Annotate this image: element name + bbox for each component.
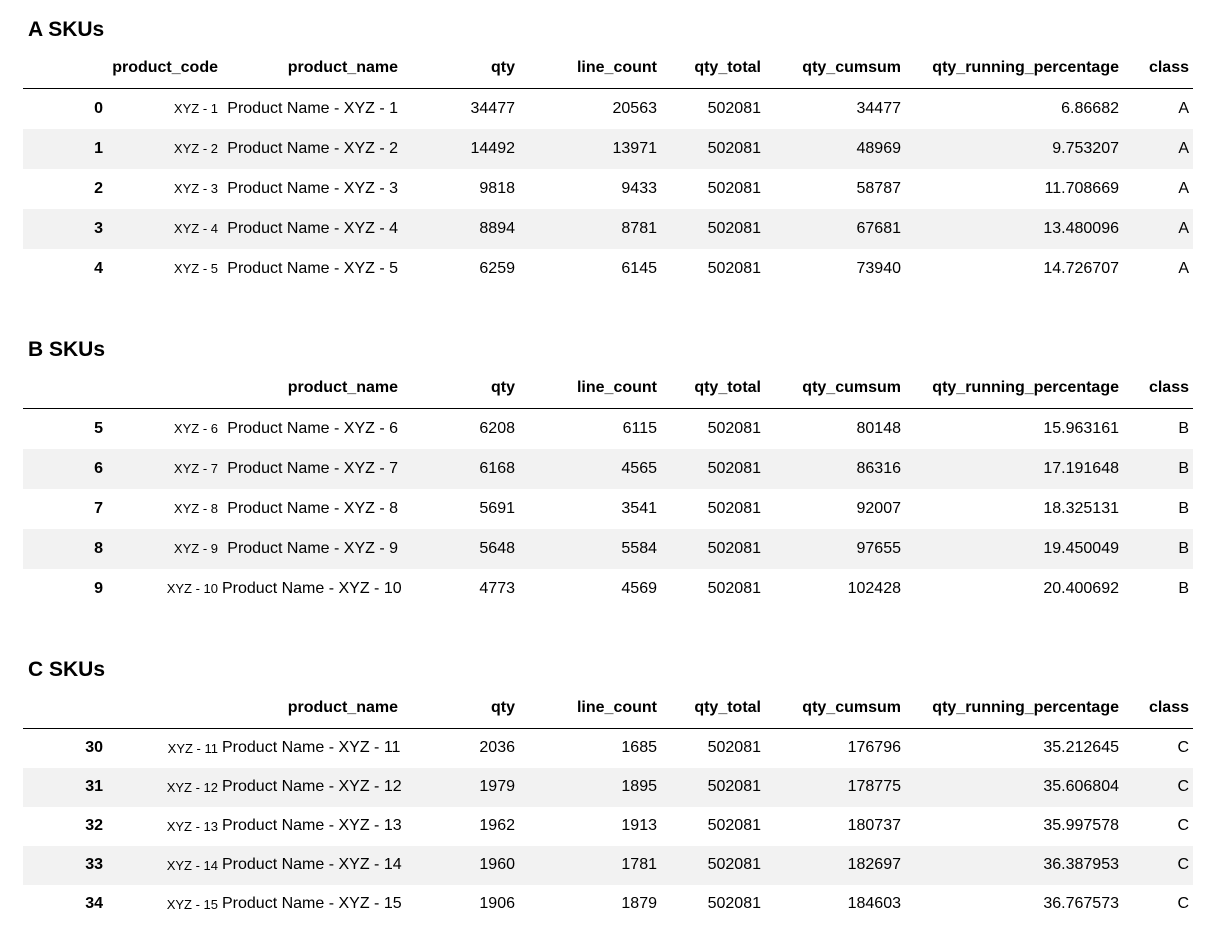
column-header-qty-running-percentage: qty_running_percentage bbox=[905, 688, 1123, 729]
cell-qty: 1906 bbox=[479, 895, 515, 912]
cell-qty-total: 502081 bbox=[707, 179, 761, 197]
column-header-class: class bbox=[1123, 688, 1193, 729]
cell-qty-running-percentage: 36.387953 bbox=[1043, 856, 1119, 873]
cell-qty-cumsum: 48969 bbox=[856, 139, 901, 157]
cell-line-count: 4569 bbox=[621, 579, 657, 597]
cell-qty: 1962 bbox=[479, 817, 515, 834]
column-header-class: class bbox=[1123, 48, 1193, 89]
cell-qty-running-percentage: 9.753207 bbox=[1052, 139, 1119, 157]
cell-qty-running-percentage: 6.86682 bbox=[1061, 99, 1119, 117]
column-header-line-count: line_count bbox=[519, 368, 661, 409]
table-row bbox=[23, 846, 1193, 885]
cell-line-count: 6115 bbox=[622, 419, 657, 437]
cell-product-code: XYZ - 7 bbox=[173, 461, 218, 476]
cell-qty-cumsum: 97655 bbox=[856, 539, 901, 557]
cell-class: A bbox=[1178, 219, 1189, 237]
cell-product-name: Product Name - XYZ - 2 bbox=[227, 139, 398, 157]
cell-line-count: 20563 bbox=[612, 99, 657, 117]
column-header-qty-running-percentage: qty_running_percentage bbox=[905, 48, 1123, 89]
cell-qty-cumsum: 102428 bbox=[847, 579, 901, 597]
table-row bbox=[23, 729, 1193, 768]
index-header bbox=[23, 48, 107, 89]
section-title: B SKUs bbox=[28, 338, 106, 361]
column-header-product-code bbox=[107, 368, 222, 409]
cell-class: A bbox=[1178, 179, 1189, 197]
row-index: 7 bbox=[94, 499, 103, 517]
column-header-qty: qty bbox=[402, 368, 519, 409]
row-index: 3 bbox=[94, 219, 103, 237]
header-row bbox=[23, 48, 1193, 89]
cell-product-name: Product Name - XYZ - 11 bbox=[222, 739, 401, 757]
cell-qty-cumsum: 34477 bbox=[856, 99, 901, 117]
cell-line-count: 5584 bbox=[621, 539, 657, 557]
cell-product-code: XYZ - 13 bbox=[166, 818, 218, 834]
cell-qty: 2036 bbox=[479, 739, 515, 757]
cell-qty-total: 502081 bbox=[707, 459, 761, 477]
cell-qty-cumsum: 180737 bbox=[847, 817, 901, 834]
cell-qty-cumsum: 80148 bbox=[856, 419, 901, 437]
cell-class: C bbox=[1177, 895, 1189, 912]
cell-product-code: XYZ - 8 bbox=[173, 501, 218, 516]
table-row bbox=[23, 449, 1193, 489]
table-row bbox=[23, 249, 1193, 289]
cell-product-name: Product Name - XYZ - 10 bbox=[222, 579, 402, 597]
cell-class: B bbox=[1178, 459, 1189, 477]
cell-product-name: Product Name - XYZ - 7 bbox=[227, 459, 398, 477]
cell-qty-total: 502081 bbox=[707, 99, 761, 117]
cell-qty-cumsum: 73940 bbox=[856, 259, 901, 277]
cell-qty-total: 502081 bbox=[707, 739, 761, 757]
cell-qty-running-percentage: 35.212645 bbox=[1043, 739, 1119, 757]
cell-product-name: Product Name - XYZ - 15 bbox=[222, 895, 402, 912]
column-header-line-count: line_count bbox=[519, 688, 661, 729]
cell-qty-running-percentage: 20.400692 bbox=[1043, 579, 1119, 597]
row-index: 5 bbox=[94, 419, 103, 437]
column-header-line-count: line_count bbox=[519, 48, 661, 89]
cell-class: C bbox=[1177, 856, 1189, 873]
column-header-product-name: product_name bbox=[222, 688, 402, 729]
cell-qty-total: 502081 bbox=[707, 579, 761, 597]
cell-line-count: 9433 bbox=[621, 179, 657, 197]
cell-product-name: Product Name - XYZ - 13 bbox=[222, 817, 402, 834]
section-title: C SKUs bbox=[28, 658, 106, 681]
cell-qty: 8894 bbox=[479, 219, 515, 237]
cell-line-count: 8781 bbox=[621, 219, 657, 237]
cell-line-count: 1685 bbox=[621, 739, 657, 757]
row-index: 2 bbox=[94, 179, 103, 197]
header-row bbox=[23, 688, 1193, 729]
dataframe-table bbox=[23, 368, 1193, 609]
column-header-qty-total: qty_total bbox=[661, 368, 765, 409]
cell-qty-running-percentage: 35.997578 bbox=[1043, 817, 1119, 834]
cell-class: A bbox=[1178, 99, 1189, 117]
row-index: 30 bbox=[85, 739, 103, 757]
cell-qty-running-percentage: 11.708669 bbox=[1044, 179, 1119, 197]
row-index: 33 bbox=[85, 856, 103, 873]
cell-qty: 1960 bbox=[479, 856, 515, 873]
column-header-qty-cumsum: qty_cumsum bbox=[765, 48, 905, 89]
cell-qty: 9818 bbox=[479, 179, 515, 197]
column-header-qty-total: qty_total bbox=[661, 688, 765, 729]
dataframe-table bbox=[23, 48, 1193, 289]
cell-class: B bbox=[1178, 499, 1189, 517]
cell-class: C bbox=[1177, 739, 1189, 757]
cell-product-code: XYZ - 14 bbox=[166, 857, 218, 873]
cell-class: C bbox=[1177, 778, 1189, 795]
cell-class: B bbox=[1178, 539, 1189, 557]
cell-product-name: Product Name - XYZ - 14 bbox=[222, 856, 402, 873]
cell-qty: 14492 bbox=[470, 139, 515, 157]
column-header-qty: qty bbox=[402, 688, 519, 729]
cell-line-count: 1913 bbox=[621, 817, 657, 834]
table-row bbox=[23, 807, 1193, 846]
row-index: 31 bbox=[85, 778, 103, 795]
dataframe-table bbox=[23, 688, 1193, 924]
row-index: 4 bbox=[94, 259, 103, 277]
table-row bbox=[23, 129, 1193, 169]
cell-product-name: Product Name - XYZ - 6 bbox=[227, 419, 398, 437]
cell-product-name: Product Name - XYZ - 12 bbox=[222, 778, 402, 795]
cell-qty-total: 502081 bbox=[707, 856, 761, 873]
cell-product-code: XYZ - 11 bbox=[167, 740, 218, 756]
header-row bbox=[23, 368, 1193, 409]
row-index: 32 bbox=[85, 817, 103, 834]
column-header-qty-cumsum: qty_cumsum bbox=[765, 688, 905, 729]
column-header-class: class bbox=[1123, 368, 1193, 409]
cell-qty-cumsum: 86316 bbox=[856, 459, 901, 477]
cell-qty: 6259 bbox=[479, 259, 515, 277]
cell-line-count: 1781 bbox=[621, 856, 657, 873]
column-header-product-code: product_code bbox=[107, 48, 222, 89]
cell-product-code: XYZ - 9 bbox=[173, 541, 218, 556]
cell-class: B bbox=[1178, 419, 1189, 437]
cell-qty-total: 502081 bbox=[707, 219, 761, 237]
row-index: 6 bbox=[94, 459, 103, 477]
column-header-product-code bbox=[107, 688, 222, 729]
index-header bbox=[23, 688, 107, 729]
cell-qty: 6168 bbox=[479, 459, 515, 477]
cell-product-name: Product Name - XYZ - 5 bbox=[227, 259, 398, 277]
cell-qty: 4773 bbox=[479, 579, 515, 597]
cell-line-count: 3541 bbox=[621, 499, 657, 517]
cell-line-count: 1895 bbox=[621, 778, 657, 795]
cell-qty-cumsum: 67681 bbox=[856, 219, 901, 237]
cell-class: B bbox=[1178, 579, 1189, 597]
cell-qty: 1979 bbox=[479, 778, 515, 795]
cell-qty-running-percentage: 13.480096 bbox=[1043, 219, 1119, 237]
cell-qty-total: 502081 bbox=[707, 539, 761, 557]
table-row bbox=[23, 489, 1193, 529]
cell-class: A bbox=[1178, 139, 1189, 157]
cell-product-name: Product Name - XYZ - 9 bbox=[227, 539, 398, 557]
cell-qty-total: 502081 bbox=[707, 817, 761, 834]
cell-product-name: Product Name - XYZ - 3 bbox=[227, 179, 398, 197]
cell-product-code: XYZ - 4 bbox=[173, 221, 218, 236]
cell-qty-total: 502081 bbox=[707, 778, 761, 795]
cell-qty-running-percentage: 17.191648 bbox=[1043, 459, 1119, 477]
column-header-qty-running-percentage: qty_running_percentage bbox=[905, 368, 1123, 409]
cell-qty-cumsum: 58787 bbox=[856, 179, 901, 197]
column-header-product-name: product_name bbox=[222, 48, 402, 89]
cell-line-count: 13971 bbox=[612, 139, 657, 157]
table-row bbox=[23, 169, 1193, 209]
cell-line-count: 1879 bbox=[621, 895, 657, 912]
table-row bbox=[23, 885, 1193, 924]
cell-qty-running-percentage: 36.767573 bbox=[1043, 895, 1119, 912]
cell-qty-cumsum: 182697 bbox=[847, 856, 901, 873]
cell-qty-total: 502081 bbox=[707, 259, 761, 277]
cell-qty-total: 502081 bbox=[707, 419, 761, 437]
cell-qty-running-percentage: 35.606804 bbox=[1043, 778, 1119, 795]
cell-qty-cumsum: 178775 bbox=[847, 778, 901, 795]
cell-product-name: Product Name - XYZ - 4 bbox=[227, 219, 398, 237]
cell-product-code: XYZ - 12 bbox=[166, 779, 218, 795]
cell-product-code: XYZ - 5 bbox=[173, 261, 218, 276]
cell-line-count: 6145 bbox=[621, 259, 657, 277]
table-row bbox=[23, 409, 1193, 449]
table-row bbox=[23, 89, 1193, 129]
cell-qty-cumsum: 184603 bbox=[847, 895, 901, 912]
cell-qty: 6208 bbox=[479, 419, 515, 437]
cell-qty-running-percentage: 14.726707 bbox=[1043, 259, 1119, 277]
row-index: 0 bbox=[94, 99, 103, 117]
cell-product-code: XYZ - 3 bbox=[173, 181, 218, 196]
table-row bbox=[23, 768, 1193, 807]
column-header-qty-total: qty_total bbox=[661, 48, 765, 89]
row-index: 1 bbox=[94, 139, 103, 157]
row-index: 8 bbox=[94, 539, 103, 557]
cell-qty: 34477 bbox=[470, 99, 515, 117]
section-title: A SKUs bbox=[28, 18, 105, 41]
table-row bbox=[23, 529, 1193, 569]
cell-qty-running-percentage: 18.325131 bbox=[1043, 499, 1119, 517]
table-row bbox=[23, 209, 1193, 249]
cell-product-code: XYZ - 6 bbox=[173, 421, 218, 437]
cell-qty-total: 502081 bbox=[707, 139, 761, 157]
cell-class: C bbox=[1177, 817, 1189, 834]
cell-product-code: XYZ - 10 bbox=[166, 581, 218, 596]
cell-qty-total: 502081 bbox=[707, 499, 761, 517]
row-index: 9 bbox=[94, 579, 103, 597]
cell-qty-total: 502081 bbox=[707, 895, 761, 912]
cell-class: A bbox=[1178, 259, 1189, 277]
table-row bbox=[23, 569, 1193, 609]
cell-qty: 5691 bbox=[479, 499, 515, 517]
cell-qty-running-percentage: 19.450049 bbox=[1043, 539, 1119, 557]
cell-product-code: XYZ - 2 bbox=[173, 141, 218, 156]
cell-product-name: Product Name - XYZ - 1 bbox=[227, 99, 398, 117]
cell-qty: 5648 bbox=[479, 539, 515, 557]
cell-line-count: 4565 bbox=[621, 459, 657, 477]
column-header-qty-cumsum: qty_cumsum bbox=[765, 368, 905, 409]
cell-qty-running-percentage: 15.963161 bbox=[1043, 419, 1119, 437]
column-header-product-name: product_name bbox=[222, 368, 402, 409]
cell-product-code: XYZ - 15 bbox=[166, 896, 218, 912]
cell-product-name: Product Name - XYZ - 8 bbox=[227, 499, 398, 517]
row-index: 34 bbox=[85, 895, 103, 912]
index-header bbox=[23, 368, 107, 409]
cell-qty-cumsum: 176796 bbox=[847, 739, 901, 757]
cell-product-code: XYZ - 1 bbox=[173, 101, 218, 117]
column-header-qty: qty bbox=[402, 48, 519, 89]
cell-qty-cumsum: 92007 bbox=[856, 499, 901, 517]
